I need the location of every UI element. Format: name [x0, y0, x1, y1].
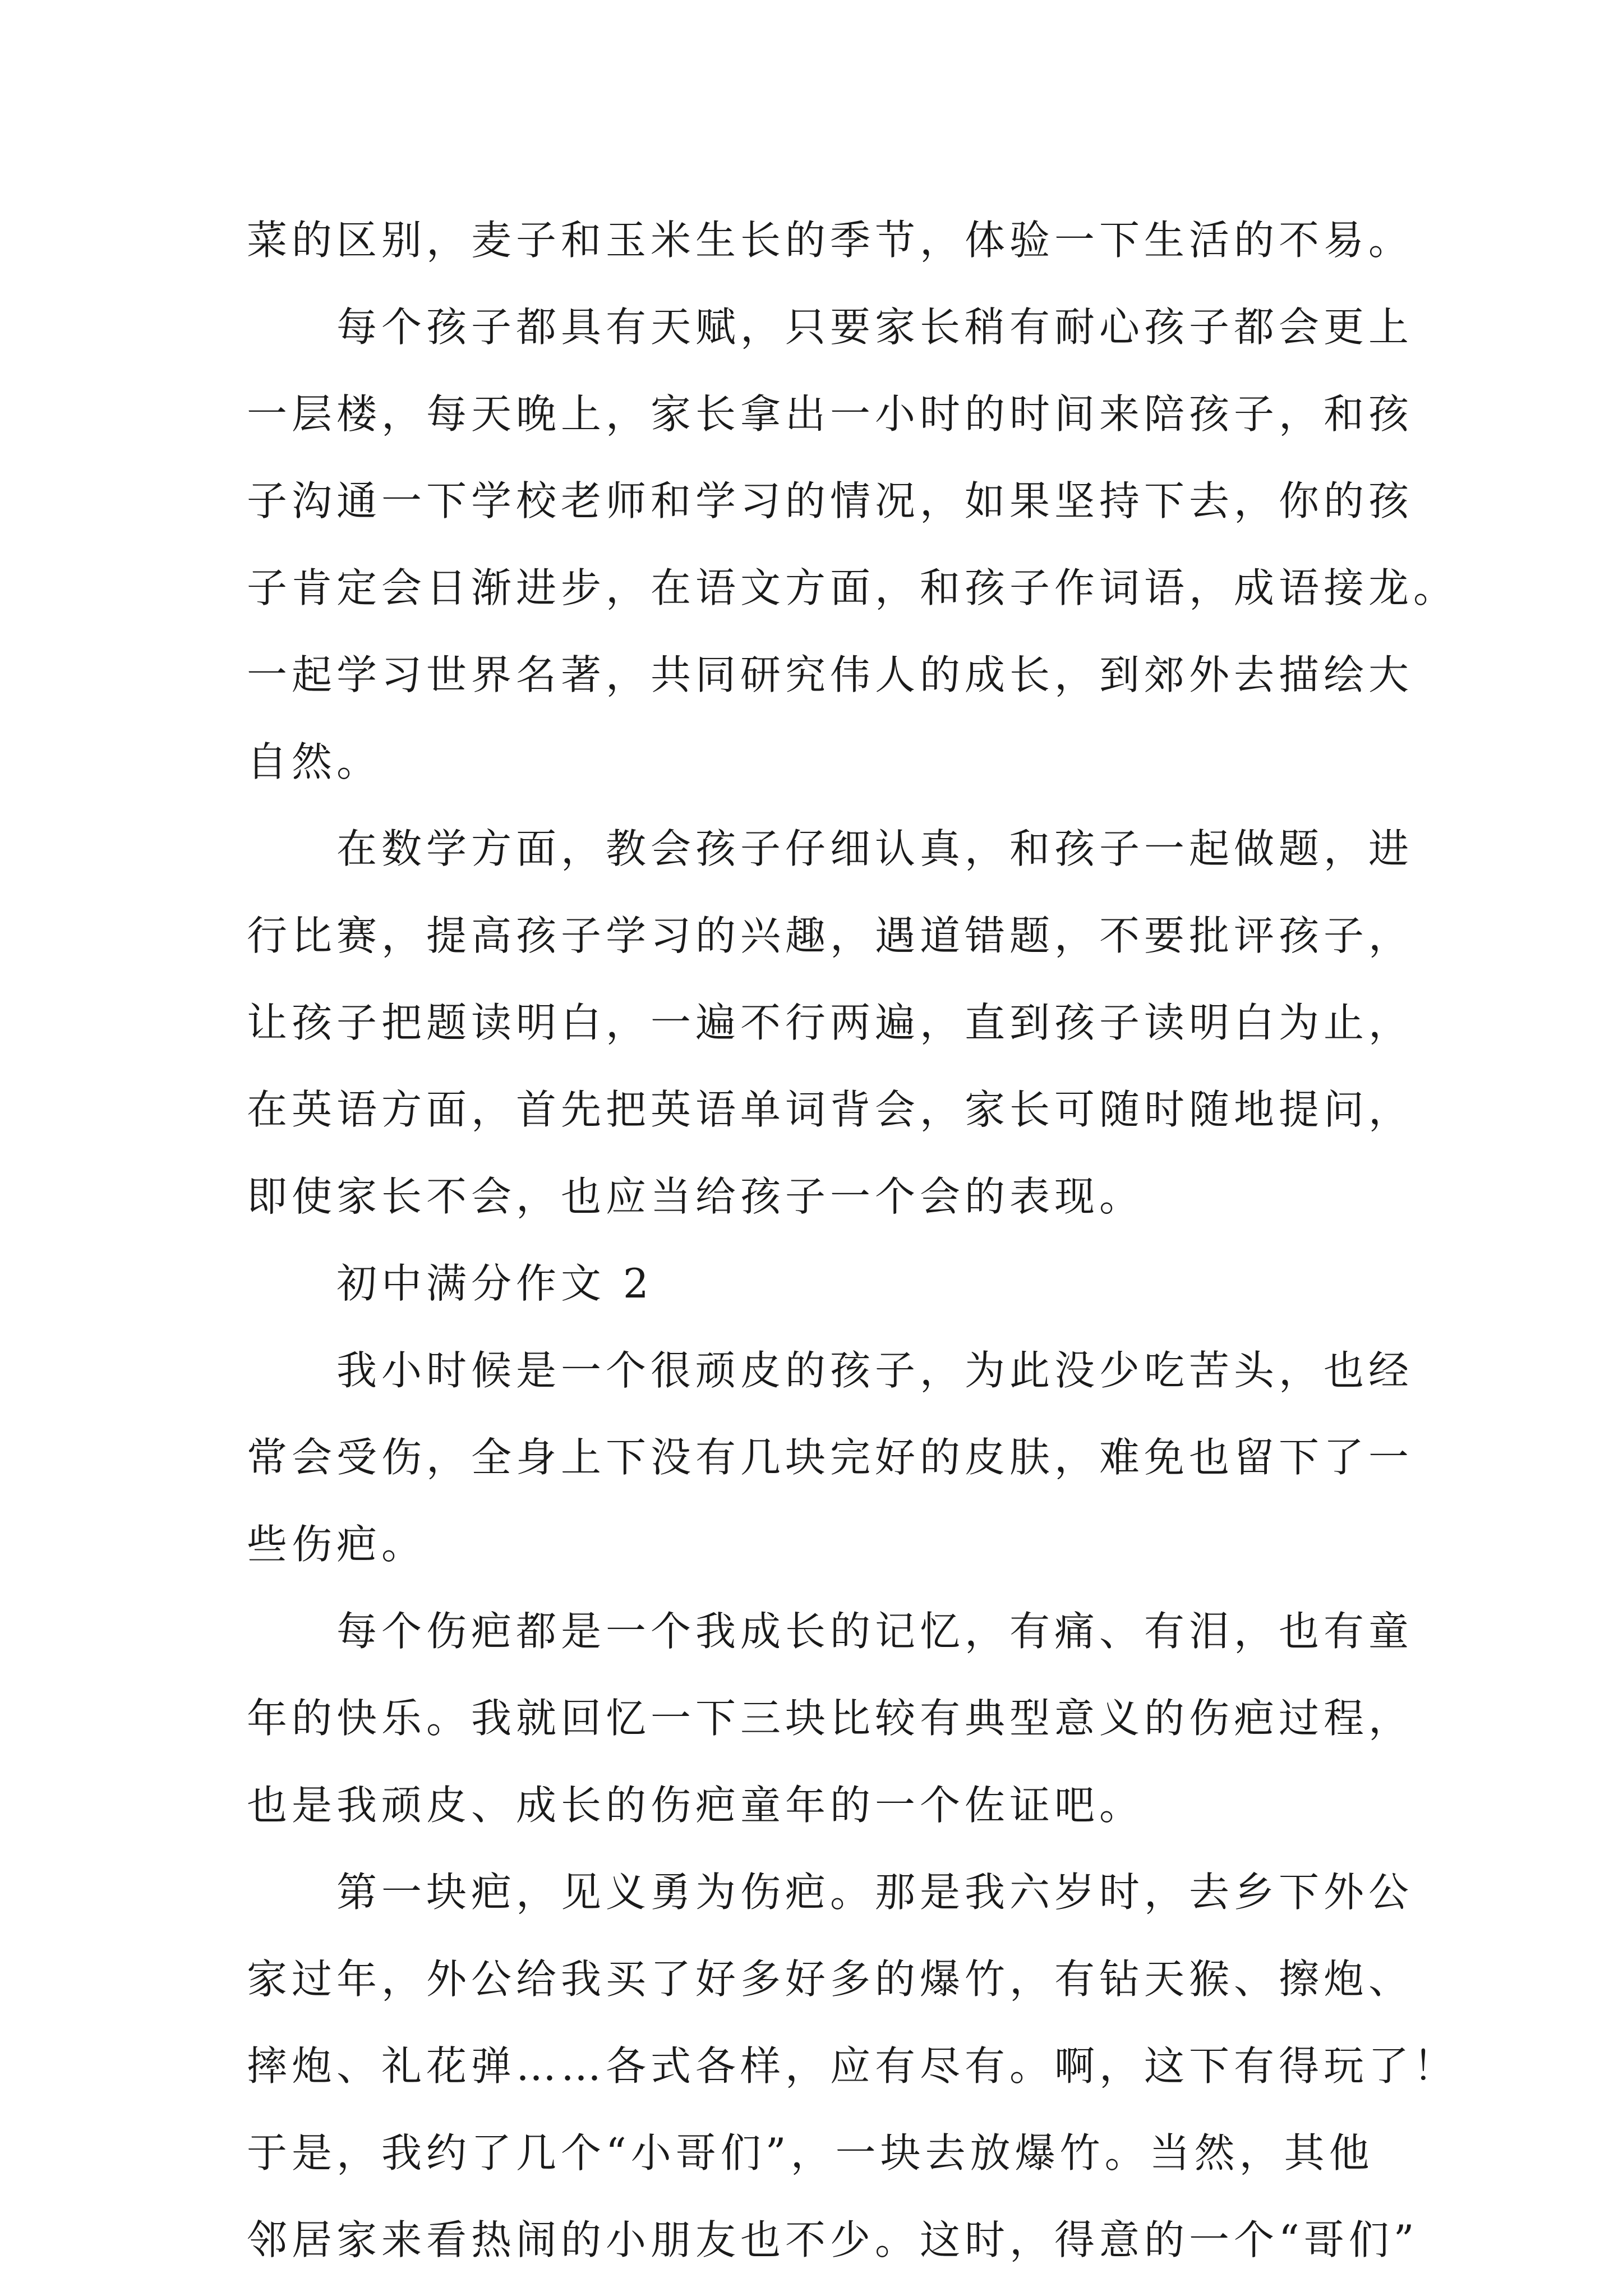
text-line: 让孩子把题读明白，一遍不行两遍，直到孩子读明白为止，: [247, 999, 1414, 1046]
paragraph-first-line: 在数学方面，教会孩子仔细认真，和孩子一起做题，进: [336, 825, 1414, 872]
text-line: 在英语方面，首先把英语单词背会，家长可随时随地提问，: [247, 1086, 1414, 1133]
paragraph-first-line: 第一块疤，见义勇为伤疤。那是我六岁时，去乡下外公: [336, 1869, 1414, 1916]
text-line: 菜的区别，麦子和玉米生长的季节，体验一下生活的不易。: [247, 217, 1414, 264]
text-line: 子肯定会日渐进步，在语文方面，和孩子作词语，成语接龙。: [247, 564, 1459, 611]
paragraph-first-line: 每个伤疤都是一个我成长的记忆，有痛、有泪，也有童: [336, 1608, 1414, 1655]
text-line: 即使家长不会，也应当给孩子一个会的表现。: [247, 1173, 1145, 1220]
paragraph-first-line: 每个孩子都具有天赋，只要家长稍有耐心孩子都会更上: [336, 303, 1414, 351]
text-line: 常会受伤，全身上下没有几块完好的皮肤，难免也留下了一: [247, 1434, 1414, 1481]
text-line: 子沟通一下学校老师和学习的情况，如果坚持下去，你的孩: [247, 477, 1414, 524]
text-line: 行比赛，提高孩子学习的兴趣，遇道错题，不要批评孩子，: [247, 912, 1414, 959]
paragraph-first-line: 我小时候是一个很顽皮的孩子，为此没少吃苦头，也经: [336, 1347, 1414, 1394]
text-line: 家过年，外公给我买了好多好多的爆竹，有钻天猴、擦炮、: [247, 1955, 1414, 2003]
text-line: 于是，我约了几个“小哥们”，一块去放爆竹。当然，其他: [247, 2129, 1374, 2177]
text-line: 些伤疤。: [247, 1521, 427, 1568]
text-line: 邻居家来看热闹的小朋友也不少。这时，得意的一个“哥们”: [247, 2216, 1419, 2263]
text-line: 也是我顽皮、成长的伤疤童年的一个佐证吧。: [247, 1782, 1145, 1829]
text-line: 摔炮、礼花弹……各式各样，应有尽有。啊，这下有得玩了！: [247, 2042, 1459, 2090]
text-line: 一层楼，每天晚上，家长拿出一小时的时间来陪孩子，和孩: [247, 390, 1414, 438]
text-line: 自然。: [247, 738, 382, 785]
text-line: 年的快乐。我就回忆一下三块比较有典型意义的伤疤过程，: [247, 1695, 1414, 1742]
text-line: 一起学习世界名著，共同研究伟人的成长，到郊外去描绘大: [247, 651, 1414, 698]
section-title: 初中满分作文 2: [336, 1260, 653, 1307]
